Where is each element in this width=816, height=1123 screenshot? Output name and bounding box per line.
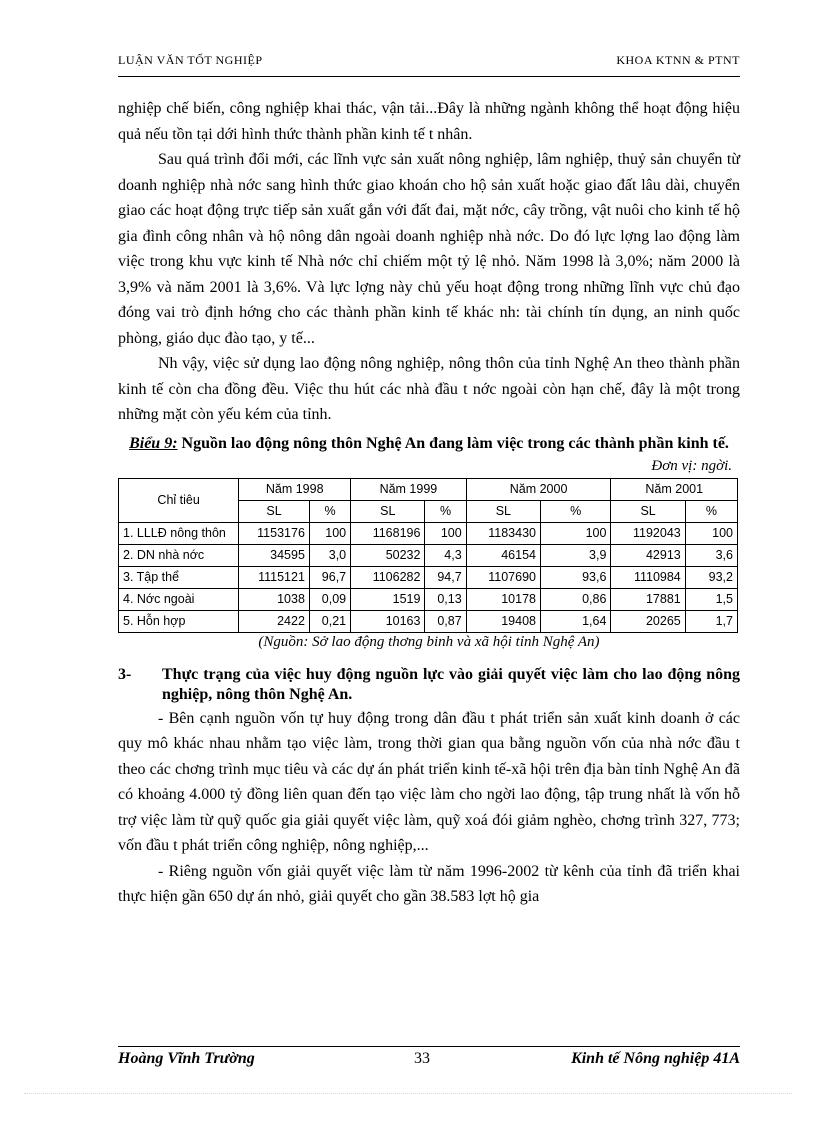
- cell: 100: [309, 522, 350, 544]
- paragraph: Nh vậy, việc sử dụng lao động nông nghiệp, nông thôn của tỉnh Nghệ An theo thành phần kinh tế còn cha đồng đều. Việc thu hút các nhà đầu t nớc ngoài còn hạn chế, đây là một trong những mặt còn yếu kém của tỉnh.: [118, 355, 740, 423]
- col-header-pct: %: [425, 500, 466, 522]
- cell: 93,6: [541, 566, 611, 588]
- header-faculty-label: KHOA KTNN & PTNT: [616, 53, 740, 67]
- cell: 20265: [611, 610, 685, 632]
- cell: 100: [685, 522, 737, 544]
- cell: 17881: [611, 588, 685, 610]
- cell: 1192043: [611, 522, 685, 544]
- page-footer: [118, 1046, 740, 1073]
- col-header-sl: SL: [466, 500, 540, 522]
- col-header-pct: %: [309, 500, 350, 522]
- cell: 1168196: [351, 522, 425, 544]
- cell: 10178: [466, 588, 540, 610]
- cell: 34595: [239, 544, 310, 566]
- section-heading: [118, 665, 740, 705]
- header-thesis-label: LUẬN VĂN TỐT NGHIỆP: [118, 53, 263, 67]
- paragraph: - Bên cạnh nguồn vốn tự huy động trong dân đầu t phát triển sản xuất kinh doanh ở các quy mô khác nhau nhằm tạo việc làm, trong thời gian qua bằng nguồn vốn của nhà nớc đầu t theo các chơng trình mục tiêu và các dự án phát triển kinh tế-xã hội trên địa bàn tỉnh Nghệ An đã có khoảng 4.000 tỷ đồng liên quan đến tạo việc làm cho ngời lao động, tập trung nhất là vốn hỗ trợ việc làm từ quỹ quốc gia giải quyết việc làm, quỹ xoá đói giảm nghèo, chơng trình 327, 773; vốn đầu t phát triển công nghiệp, nông nghiệp,...: [118, 709, 740, 854]
- col-header-sl: SL: [611, 500, 685, 522]
- cell: 10163: [351, 610, 425, 632]
- table-source: (Nguồn: Sở lao động thơng binh và xã hội tỉnh Nghệ An): [258, 633, 600, 650]
- cell: 1106282: [351, 566, 425, 588]
- col-header-indicator: Chỉ tiêu: [119, 478, 239, 522]
- paragraph: nghiệp chế biến, công nghiệp khai thác, vận tải...Đây là những ngành không thể hoạt động hiệu quả nếu tồn tại dới hình thức thành phần kinh tế t nhân.: [118, 100, 740, 143]
- cell: 1519: [351, 588, 425, 610]
- page-number: 33: [414, 1050, 430, 1067]
- page-header: [118, 50, 740, 77]
- section-number: 3-: [118, 665, 132, 683]
- table-row: [119, 610, 738, 632]
- paragraph: - Riêng nguồn vốn giải quyết việc làm từ năm 1996-2002 từ kênh của tỉnh đã triển khai thực hiện gần 650 dự án nhỏ, giải quyết cho gần 38.583 lợt hộ gia: [118, 862, 740, 905]
- page-body: [118, 96, 740, 910]
- table-row: [119, 544, 738, 566]
- cell: 0,09: [309, 588, 350, 610]
- cell: 2422: [239, 610, 310, 632]
- cell: 1115121: [239, 566, 310, 588]
- row-label: 4. Nớc ngoài: [119, 588, 239, 610]
- cell: 1,64: [541, 610, 611, 632]
- cell: 4,3: [425, 544, 466, 566]
- table-header-row: [119, 478, 738, 500]
- cell: 0,13: [425, 588, 466, 610]
- cell: 3,9: [541, 544, 611, 566]
- footer-author: Hoàng Vĩnh Trường: [118, 1050, 255, 1067]
- cell: 0,86: [541, 588, 611, 610]
- table-row: [119, 588, 738, 610]
- page-divider: [24, 1093, 792, 1094]
- cell: 1110984: [611, 566, 685, 588]
- cell: 100: [425, 522, 466, 544]
- col-header-pct: %: [541, 500, 611, 522]
- cell: 1,5: [685, 588, 737, 610]
- cell: 100: [541, 522, 611, 544]
- cell: 42913: [611, 544, 685, 566]
- col-header-year: Năm 2001: [611, 478, 738, 500]
- col-header-sl: SL: [239, 500, 310, 522]
- cell: 1107690: [466, 566, 540, 588]
- table-row: [119, 522, 738, 544]
- labor-table: [118, 478, 738, 633]
- row-label: 3. Tập thể: [119, 566, 239, 588]
- footer-faculty: Kinh tế Nông nghiệp 41A: [571, 1050, 740, 1067]
- cell: 93,2: [685, 566, 737, 588]
- cell: 0,21: [309, 610, 350, 632]
- cell: 19408: [466, 610, 540, 632]
- col-header-pct: %: [685, 500, 737, 522]
- cell: 46154: [466, 544, 540, 566]
- row-label: 5. Hỗn hợp: [119, 610, 239, 632]
- cell: 0,87: [425, 610, 466, 632]
- cell: 1038: [239, 588, 310, 610]
- table-row: [119, 566, 738, 588]
- col-header-year: Năm 2000: [466, 478, 611, 500]
- row-label: 1. LLLĐ nông thôn: [119, 522, 239, 544]
- row-label: 2. DN nhà nớc: [119, 544, 239, 566]
- cell: 3,0: [309, 544, 350, 566]
- table-caption: [118, 432, 740, 456]
- section-title: Thực trạng của việc huy động nguồn lực vào giải quyết việc làm cho lao động nông nghiệp, nông thôn Nghệ An.: [162, 665, 740, 703]
- col-header-year: Năm 1999: [351, 478, 467, 500]
- cell: 50232: [351, 544, 425, 566]
- paragraph: Sau quá trình đổi mới, các lĩnh vực sản xuất nông nghiệp, lâm nghiệp, thuỷ sản chuyển từ doanh nghiệp nhà nớc sang hình thức giao khoán cho hộ sản xuất hoặc giao đất lâu dài, chuyển giao các hoạt động trực tiếp sản xuất gắn với đất đai, mặt nớc, cây trồng, vật nuôi cho kinh tế hộ gia đình công nhân và hộ nông dân ngoài doanh nghiệp nhà nớc. Do đó lực lợng lao động làm việc trong khu vực kinh tế Nhà nớc chỉ chiếm một tỷ lệ nhỏ. Năm 1998 là 3,0%; năm 2000 là 3,9% và năm 2001 là 3,6%. Và lực lợng này chủ yếu hoạt động trong những lĩnh vực chủ đạo đóng vai trò định hớng cho các thành phần kinh tế khác nh: tài chính tín dụng, an ninh quốc phòng, giáo dục đào tạo, y tế...: [118, 151, 740, 347]
- cell: 3,6: [685, 544, 737, 566]
- table-caption-title: Nguồn lao động nông thôn Nghệ An đang làm việc trong các thành phần kinh tế.: [181, 434, 729, 452]
- table-caption-label: Biểu 9:: [129, 434, 178, 452]
- col-header-sl: SL: [351, 500, 425, 522]
- cell: 1153176: [239, 522, 310, 544]
- table-unit: Đơn vị: ngời.: [651, 457, 732, 474]
- col-header-year: Năm 1998: [239, 478, 351, 500]
- cell: 1183430: [466, 522, 540, 544]
- cell: 1,7: [685, 610, 737, 632]
- cell: 94,7: [425, 566, 466, 588]
- cell: 96,7: [309, 566, 350, 588]
